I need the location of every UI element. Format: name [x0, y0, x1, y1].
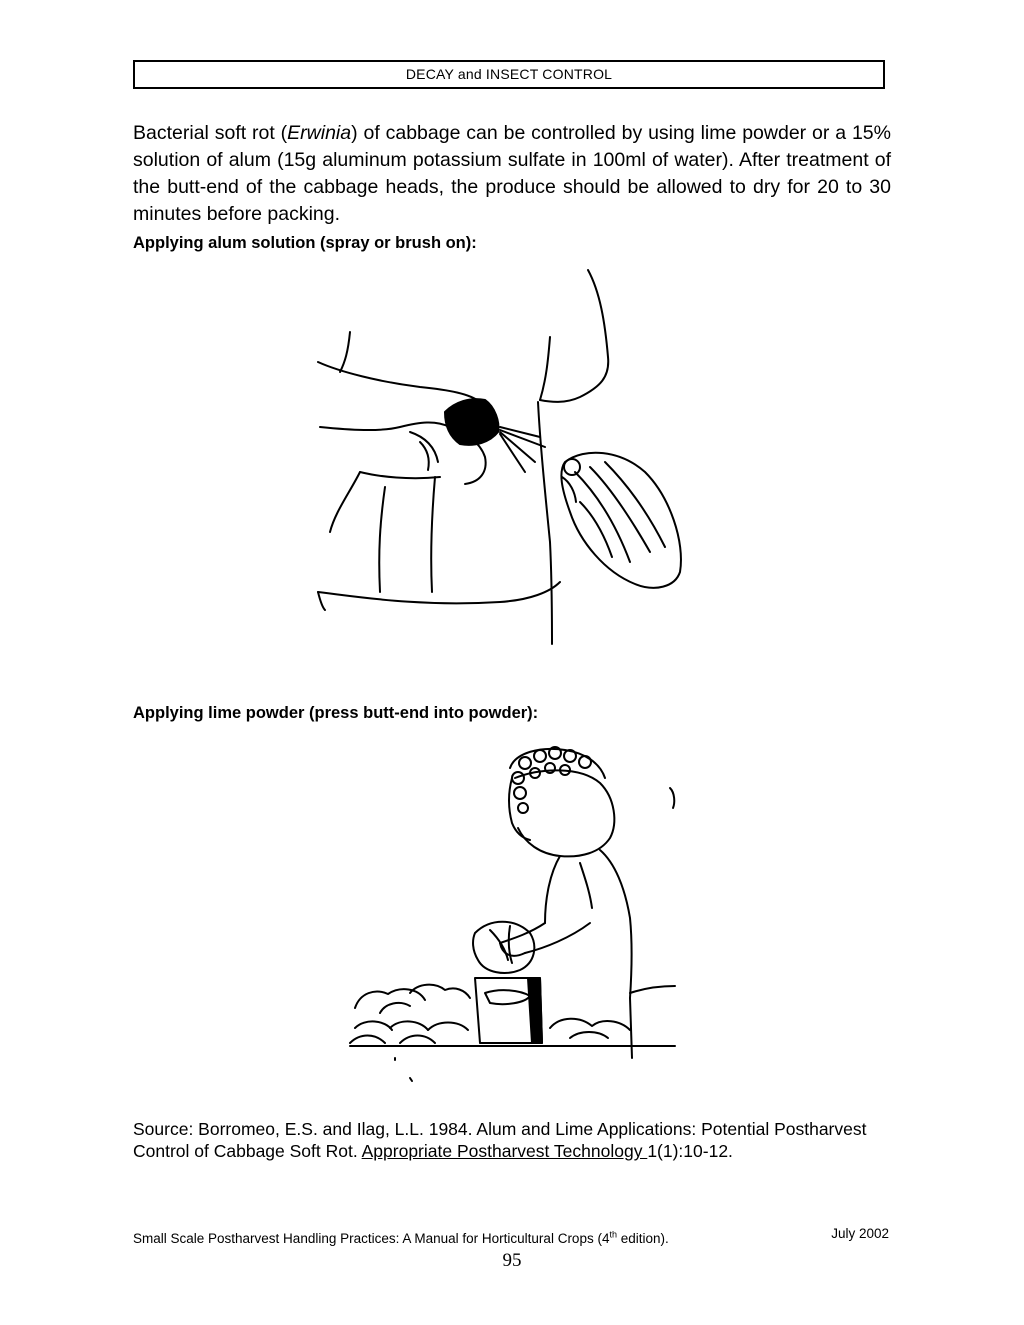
- source-prefix: Source: Borromeo, E.S. and Ilag, L.L. 1984. Alum and Lime Applications: Potential Postharvest Control of Cabbage Soft Rot.: [133, 1119, 867, 1161]
- footer-title-sup: th: [609, 1229, 617, 1239]
- lime-caption: Applying lime powder (press butt-end into powder):: [133, 704, 539, 722]
- intro-genus-italic: Erwinia: [287, 122, 352, 144]
- running-header: DECAY and INSECT CONTROL: [133, 60, 885, 89]
- page-number: 95: [502, 1250, 522, 1271]
- source-journal: Appropriate Postharvest Technology: [361, 1141, 648, 1161]
- footer-title-after: edition).: [616, 1230, 669, 1246]
- spray-bottle-illustration: [300, 262, 710, 652]
- alum-caption: Applying alum solution (spray or brush on):: [133, 234, 477, 252]
- source-citation: [133, 1118, 893, 1162]
- source-suffix: 1(1):10-12.: [647, 1141, 733, 1161]
- page-footer: [133, 1225, 889, 1248]
- footer-date: July 2002: [831, 1226, 889, 1241]
- footer-manual-title: [133, 1231, 669, 1246]
- lime-powder-illustration: [340, 738, 685, 1088]
- intro-text-after: ) of cabbage can be controlled by using lime powder or a 15% solution of alum (15g aluminum potassium sulfate in 100ml of water). After treatment of the butt-end of the cabbage heads, the produce should be allowed to dry for 20 to 30 minutes before packing.: [133, 122, 891, 225]
- intro-paragraph: [133, 120, 891, 228]
- footer-title-before: Small Scale Postharvest Handling Practices: A Manual for Horticultural Crops (4: [133, 1230, 610, 1246]
- intro-text-before: Bacterial soft rot (: [133, 122, 288, 144]
